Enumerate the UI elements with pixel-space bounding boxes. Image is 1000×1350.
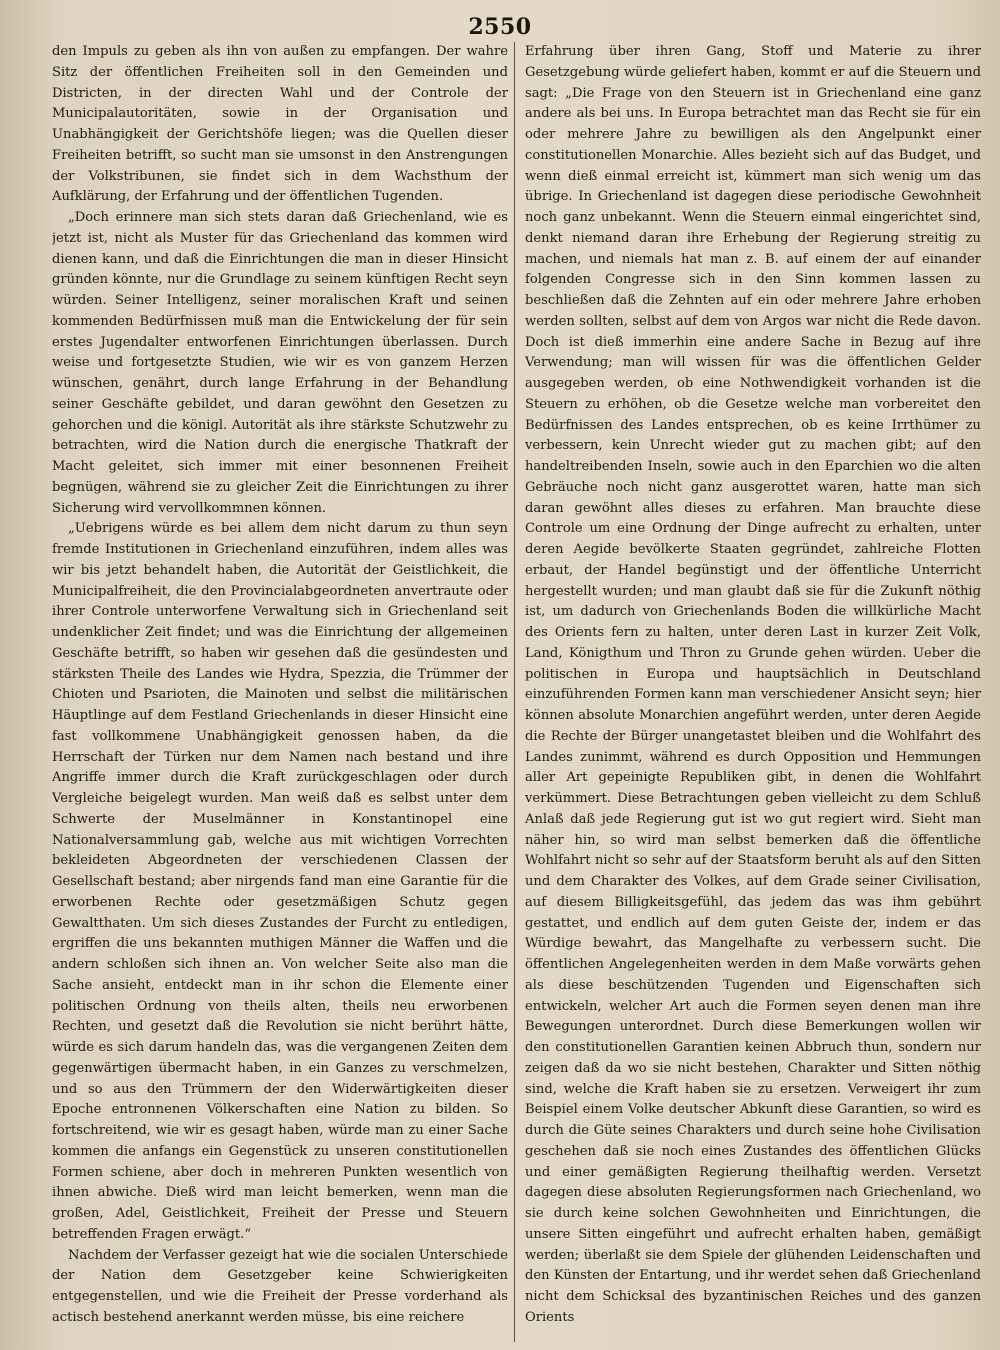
paragraph: Erfahrung über ihren Gang, Stoff und Materie zu ihrer Gesetzgebung würde geliefert haben, kommt er auf die Steuern und sagt: „Die Frage von den Steuern ist in Griechenland eine ganz andere als bei uns. In Europa betrachtet man das Recht sie für ein oder mehrere Jahre zu bewilligen als den Angelpunkt einer constitutionellen Monarchie. Alles bezieht sich auf das Budget, und wenn dieß einmal erreicht ist, kümmert man sich wenig um das übrige. In Griechenland ist dagegen diese periodische Gewohnheit noch ganz unbekannt. Wenn die Steuern einmal eingerichtet sind, denkt niemand daran ihre Erhebung der Regierung streitig zu machen, und niemals hat man z. B. auf einem der auf einander folgenden Congresse sich in den Sinn kommen lassen zu beschließen daß die Zehnten auf ein oder mehrere Jahre erhoben werden sollten, selbst auf dem von Argos war nicht die Rede davon. Doch ist dieß immerhin eine andere Sache in Bezug auf ihre Verwendung; man will wissen für was die öffentlichen Gelder ausgegeben werden, ob eine Nothwendigkeit vorhanden ist die Steuern zu erhöhen, ob die Gesetze welche man vorbereitet den Bedürfnissen des Landes entsprechen, ob es keine Irrthümer zu verbessern, kein Unrecht wieder gut zu machen gibt; auf den handeltreibenden Inseln, sowie auch in den Eparchien wo die alten Gebräuche noch nicht ganz ausgerottet waren, hatte man sich daran gewöhnt alles dieses zu erfahren. Man brauchte diese Controle um eine Ordnung der Dinge aufrecht zu erhalten, unter deren Aegide bevölkerte Staaten gegründet, zahlreiche Flotten erbaut, der Handel begünstigt und der öffentliche Unterricht hergestellt wurden; und man glaubt daß sie für die Zukunft nöthig ist, um dadurch von Griechenlands Boden die willkürliche Macht des Orients fern zu halten, unter deren Last in kurzer Zeit Volk, Land, Königthum und Thron zu Grunde gehen würden. Ueber die politischen in Europa und hauptsächlich in Deutschland einzuführenden Formen kann man verschiedener Ansicht seyn; hier können absolute Monarchien angeführt werden, unter deren Aegide die Rechte der Bürger unangetastet bleiben und die Wohlfahrt des Landes zunimmt, während es durch Opposition und Hemmungen aller Art gepeinigte Republiken gibt, in denen die Wohlfahrt verkümmert. Diese Betrachtungen geben vielleicht zu dem Schluß Anlaß daß jede Regierung gut ist wo gut regiert wird. Sieht man näher hin, so wird man selbst bemerken daß die öffentliche Wohlfahrt nicht so sehr auf der Staatsform beruht als auf den Sitten und dem Charakter des Volkes, auf dem Grade seiner Civilisation, auf diesem Billigkeitsgefühl, das jedem das was ihm gebührt gestattet, und endlich auf dem guten Geiste der, indem er das Würdige bewahrt, das Mangelhafte zu verbessern sucht. Die öffentlichen Angelegenheiten werden in dem Maße vorwärts gehen als diese beschützenden Tugenden und Eigenschaften sich entwickeln, welcher Art auch die Formen seyen denen man ihre Bewegungen unterordnet. Durch diese Bemerkungen wollen wir den constitutionellen Garantien keinen Abbruch thun, sondern nur zeigen daß da wo sie nicht bestehen, Charakter und Sitten nöthig sind, welche die Kraft haben sie zu ersetzen. Verweigert ihr zum Beispiel einem Volke deutscher Abkunft diese Garantien, so wird es durch die Güte seines Charakters und durch seine hohe Civilisation geschehen daß sie noch eines Zustandes des öffentlichen Glücks und einer gemäßigten Regierung theilhaftig werden. Versetzt dagegen diese absoluten Regierungsformen nach Griechenland, wo sie durch keine solchen Gewohnheiten und Einrichtungen, die unsere Sitten eingeführt und aufrecht erhalten haben, gemäßigt werden; überlaßt sie dem Spiele der glühenden Leidenschaften und den Künsten der Entartung, und ihr werdet sehen daß Griechenland nicht dem Schicksal des byzantinischen Reiches und des ganzen Orients xyxy=(525,44,981,1325)
page-number: 2550 xyxy=(468,14,532,40)
paragraph: „Uebrigens würde es bei allem dem nicht darum zu thun seyn fremde Institutionen in Griechenland einzuführen, indem alles was wir bis jetzt behandelt haben, die Autorität der Geistlichkeit, die Municipalfreiheit, die den Provincialabgeordneten anvertraute oder ihrer Controle unterworfene Verwaltung sich in Griechenland seit undenklicher Zeit findet; und was die Einrichtung der allgemeinen Geschäfte betrifft, so haben wir gesehen daß die gesündesten und stärksten Theile des Landes wie Hydra, Spezzia, die Trümmer der Chioten und Psarioten, die Mainoten und selbst die militärischen Häuptlinge auf dem Festland Griechenlands in dieser Hinsicht eine fast vollkommene Unabhängigkeit genossen haben, da die Herrschaft der Türken nur dem Namen nach bestand und ihre Angriffe immer durch die Kraft zurückgeschlagen oder durch Vergleiche beigelegt wurden. Man weiß daß es selbst unter dem Schwerte der Muselmänner in Konstantinopel eine Nationalversammlung gab, welche aus mit wichtigen Vorrechten bekleideten Abgeordneten der verschiedenen Classen der Gesellschaft bestand; aber nirgends fand man eine Garantie für die erworbenen Rechte oder gesetzmäßigen Schutz gegen Gewaltthaten. Um sich dieses Zustandes der Furcht zu entledigen, ergriffen die uns bekannten muthigen Männer die Waffen und die andern schloßen sich ihnen an. Von welcher Seite also man die Sache ansieht, entdeckt man in ihr schon die Elemente einer politischen Ordnung von theils alten, theils neu erworbenen Rechten, und gesetzt daß die Revolution sie nicht berührt hätte, würde es sich darum handeln das, was die vergangenen Zeiten dem gegenwärtigen übermacht haben, in ein Ganzes zu verschmelzen, und so aus den Trümmern der den Widerwärtigkeiten dieser Epoche entronnenen Völkerschaften eine Nation zu bilden. So fortschreitend, wie wir es gesagt haben, würde man zu einer Sache kommen die anfangs ein Gegenstück zu unseren constitutionellen Formen schiene, aber doch in mehreren Punkten wesentlich von ihnen abwiche. Dieß wird man leicht bemerken, wenn man die großen, Adel, Geistlichkeit, Freiheit der Presse und Steuern betreffenden Fragen erwägt.“ xyxy=(52,521,508,1242)
right-column xyxy=(525,42,981,1342)
paragraph: „Doch erinnere man sich stets daran daß Griechenland, wie es jetzt ist, nicht als Muster für das Griechenland das kommen wird dienen kann, und daß die Einrichtungen die man in dieser Hinsicht gründen könnte, nur die Grundlage zu seinem künftigen Recht seyn würden. Seiner Intelligenz, seiner moralischen Kraft und seinen kommenden Bedürfnissen muß man die Entwickelung der für sein erstes Jugendalter entworfenen Einrichtungen überlassen. Durch weise und fortgesetzte Studien, wie wir es von ganzem Herzen wünschen, genährt, durch lange Erfahrung in der Behandlung seiner Geschäfte gebildet, und daran gewöhnt den Gesetzen zu gehorchen und die königl. Autorität als ihre stärkste Schutzwehr zu betrachten, wird die Nation durch die energische Thatkraft der Macht geleitet, sich immer mit einer besonnenen Freiheit begnügen, während sie zu gleicher Zeit die Einrichtungen zu ihrer Sicherung wird vervollkommnen können. xyxy=(52,210,508,516)
column-divider xyxy=(514,42,515,1342)
left-column xyxy=(52,42,508,1342)
paragraph: Nachdem der Verfasser gezeigt hat wie die socialen Unterschiede der Nation dem Gesetzgeber keine Schwierigkeiten entgegenstellen, und wie die Freiheit der Presse vorderhand als actisch bestehend anerkannt werden müsse, bis eine reichere xyxy=(52,1247,508,1325)
paragraph: den Impuls zu geben als ihn von außen zu empfangen. Der wahre Sitz der öffentlichen Freiheiten soll in den Gemeinden und Districten, in der directen Wahl und der Controle der Municipalautoritäten, sowie in der Organisation und Unabhängigkeit der Gerichtshöfe liegen; was die Quellen dieser Freiheiten betrifft, so sucht man sie umsonst in den Anstrengungen der Volkstribunen, sie findet sich in dem Wachsthum der Aufklärung, der Erfahrung und der öffentlichen Tugenden. xyxy=(52,44,508,205)
